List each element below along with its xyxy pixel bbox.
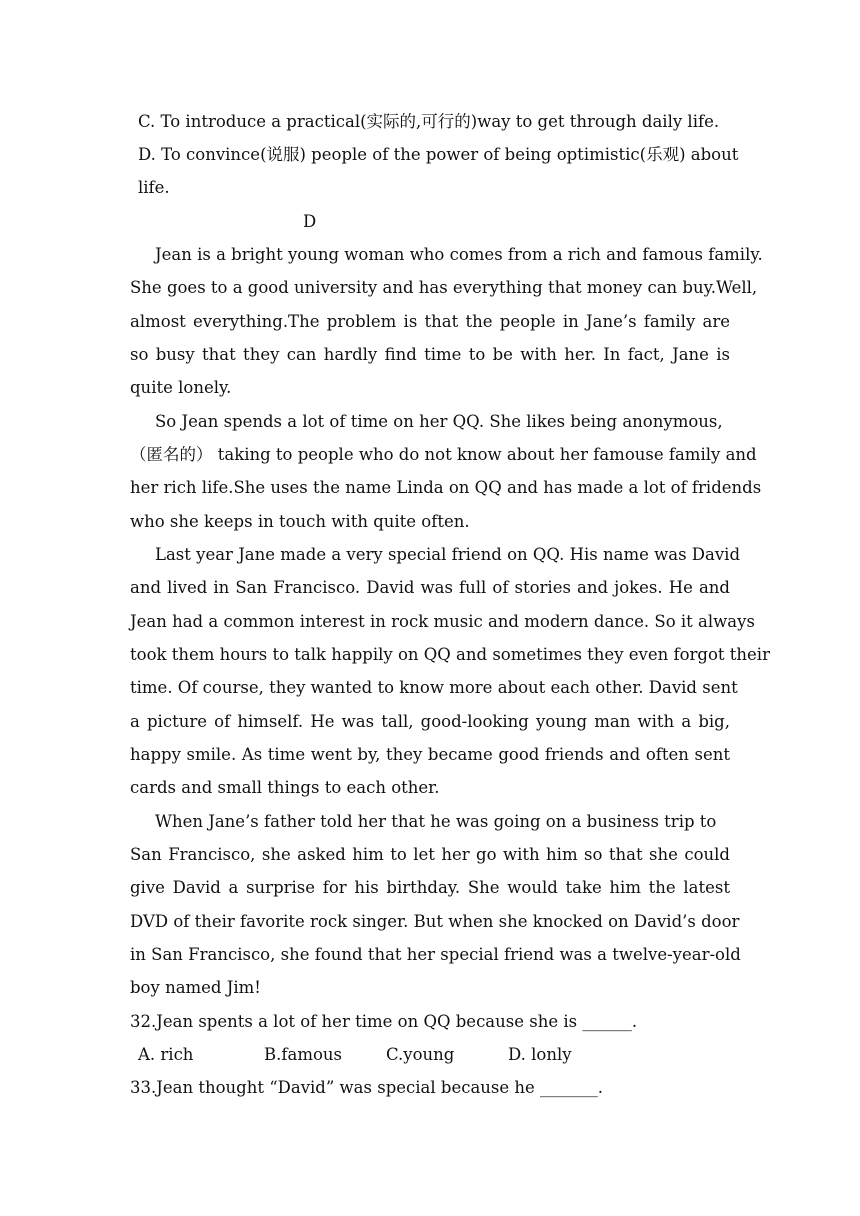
option-d-line1: D. To convince(说服) people of the power of being optimistic(乐观) about <box>138 145 739 164</box>
passage-p3-line: time. Of course, they wanted to know more about each other. David sent <box>130 678 738 697</box>
q32-option-c[interactable]: C.young <box>386 1045 455 1064</box>
passage-p2-line: （匿名的） taking to people who do not know about her famouse family and <box>130 445 757 464</box>
passage-p4-line: DVD of their favorite rock singer. But when she knocked on David’s door <box>130 912 740 931</box>
passage-p4-line: give David a surprise for his birthday. She would take him the latest <box>130 878 730 897</box>
passage-p1-line: almost everything.The problem is that the people in Jane’s family are <box>130 312 730 331</box>
option-d-line2: life. <box>138 178 170 197</box>
passage-p1-line: She goes to a good university and has everything that money can buy.Well, <box>130 278 758 297</box>
passage-p4-line: San Francisco, she asked him to let her go with him so that she could <box>130 845 730 864</box>
passage-p2-line: So Jean spends a lot of time on her QQ. She likes being anonymous, <box>155 412 723 431</box>
q32-option-b[interactable]: B.famous <box>264 1045 342 1064</box>
passage-p2-line: who she keeps in touch with quite often. <box>130 512 470 531</box>
passage-p4-line: in San Francisco, she found that her special friend was a twelve-year-old <box>130 945 741 964</box>
passage-p1-line: Jean is a bright young woman who comes from a rich and famous family. <box>155 245 763 264</box>
passage-p3-line: cards and small things to each other. <box>130 778 440 797</box>
section-letter: D <box>303 212 317 231</box>
passage-p2-line: her rich life.She uses the name Linda on QQ and has made a lot of fridends <box>130 478 762 497</box>
passage-p4-line: boy named Jim! <box>130 978 261 997</box>
passage-p3-line: and lived in San Francisco. David was full of stories and jokes. He and <box>130 578 730 597</box>
passage-p3-line: Last year Jane made a very special friend on QQ. His name was David <box>155 545 741 564</box>
q32-option-a[interactable]: A. rich <box>138 1045 194 1064</box>
passage-p3-line: a picture of himself. He was tall, good-looking young man with a big, <box>130 712 730 731</box>
question-32-stem: 32.Jean spents a lot of her time on QQ because she is ______. <box>130 1012 638 1031</box>
question-33-stem: 33.Jean thought “David” was special because he _______. <box>130 1078 604 1097</box>
passage-p3-line: happy smile. As time went by, they became good friends and often sent <box>130 745 730 764</box>
passage-p1-line: so busy that they can hardly find time to be with her. In fact, Jane is <box>130 345 730 364</box>
q32-option-d[interactable]: D. lonly <box>508 1045 572 1064</box>
option-c: C. To introduce a practical(实际的,可行的)way to get through daily life. <box>138 112 720 131</box>
passage-p1-line: quite lonely. <box>130 378 232 397</box>
passage-p4-line: When Jane’s father told her that he was going on a business trip to <box>155 812 717 831</box>
passage-p3-line: took them hours to talk happily on QQ and sometimes they even forgot their <box>130 645 770 664</box>
passage-p3-line: Jean had a common interest in rock music and modern dance. So it always <box>130 612 755 631</box>
